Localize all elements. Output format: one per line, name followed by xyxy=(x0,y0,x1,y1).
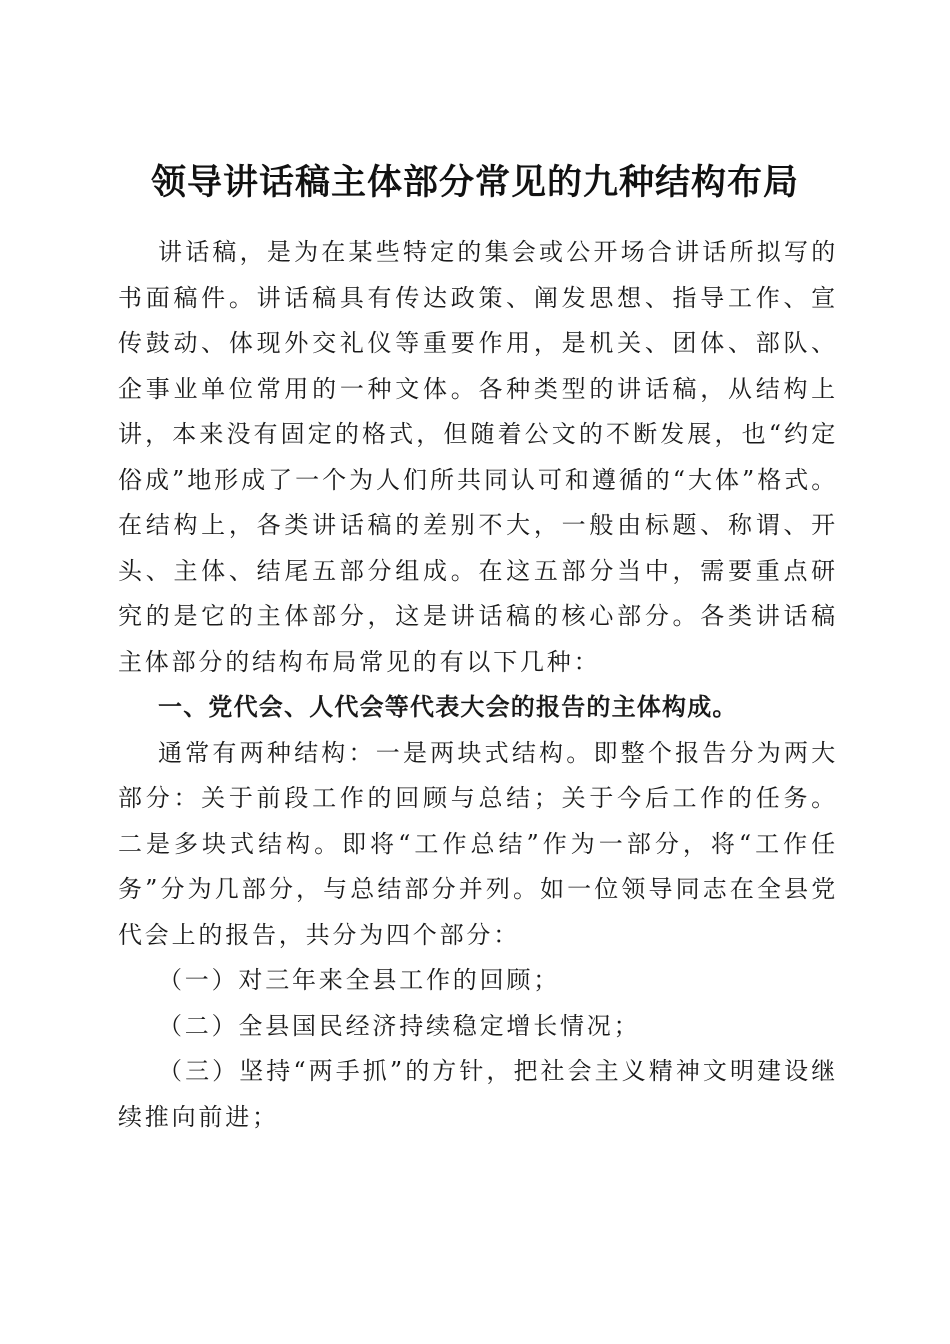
list-item-1: （一）对三年来全县工作的回顾； xyxy=(158,966,560,994)
document-title: 领导讲话稿主体部分常见的九种结构布局 xyxy=(150,162,799,204)
section-heading: 一、党代会、人代会等代表大会的报告的主体构成。 xyxy=(158,693,738,721)
list-item-3: （三）坚持“两手抓”的方针，把社会主义精神文明建设继续推向前进； xyxy=(118,1057,838,1131)
intro-paragraph: 讲话稿，是为在某些特定的集会或公开场合讲话所拟写的书面稿件。讲话稿具有传达政策、阐发思想、指导工作、宣传鼓动、体现外交礼仪等重要作用，是机关、团体、部队、企事业单位常用的一种文体。各种类型的讲话稿，从结构上讲，本来没有固定的格式，但随着公文的不断发展，也“约定俗成”地形成了一个为人们所共同认可和遵循的“大体”格式。在结构上，各类讲话稿的差别不大，一般由标题、称谓、开头、主体、结尾五部分组成。在这五部分当中，需要重点研究的是它的主体部分，这是讲话稿的核心部分。各类讲话稿主体部分的结构布局常见的有以下几种： xyxy=(118,238,838,676)
document-body xyxy=(118,230,838,1140)
list-item-2: （二）全县国民经济持续稳定增长情况； xyxy=(158,1011,641,1040)
section-paragraph: 通常有两种结构：一是两块式结构。即整个报告分为两大部分：关于前段工作的回顾与总结；关于今后工作的任务。二是多块式结构。即将“工作总结”作为一部分，将“工作任务”分为几部分，与总结部分并列。如一位领导同志在全县党代会上的报告，共分为四个部分： xyxy=(118,738,838,949)
